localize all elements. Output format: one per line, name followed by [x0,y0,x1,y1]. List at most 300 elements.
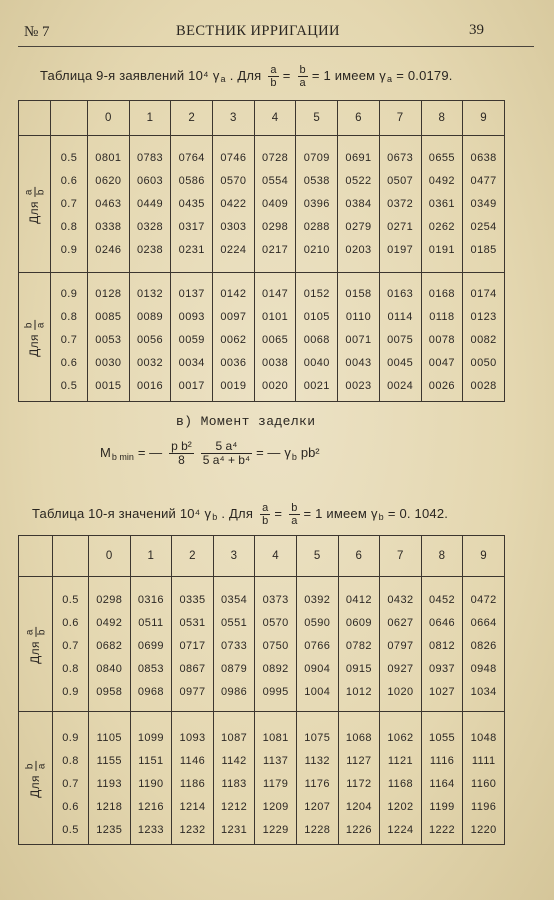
section-label-fraction [23,320,46,330]
table-section [19,577,505,712]
value-cell: 0050 [463,352,505,375]
caption-value: = 0.0179. [396,67,453,83]
spacer-cell [296,712,338,727]
spacer-row [19,842,505,845]
value-cell: 0948 [463,658,505,681]
value-cell: 1190 [130,773,172,796]
value-cell: 1155 [89,750,131,773]
spacer-cell [380,842,422,845]
spacer-cell [421,842,463,845]
value-cell: 0078 [421,329,463,352]
spacer-cell [213,577,255,589]
value-cell: 0028 [463,375,505,398]
spacer-cell [296,577,338,589]
value-cell: 0492 [89,612,131,635]
value-cell: 0915 [338,658,380,681]
gamma-letter: γ [204,505,212,521]
spacer-cell [171,136,213,147]
caption-value: = 0. 1042. [387,505,449,521]
section-label-fraction [24,627,47,637]
column-header: 7 [380,536,422,577]
value-cell: 0373 [255,589,297,612]
value-cell: 0053 [88,329,130,352]
value-cell: 0015 [88,375,130,398]
spacer-cell [129,273,171,283]
row-key: 0.6 [51,352,88,375]
spacer-cell [130,842,172,845]
corner-cell [53,536,89,577]
value-cell: 0123 [463,306,505,329]
value-cell: 0040 [296,352,338,375]
spacer-cell [172,842,214,845]
fraction-numerator: b [291,502,298,514]
table-row [19,329,505,352]
value-cell: 1235 [89,819,131,842]
spacer-row [19,262,505,273]
value-cell: 0570 [213,170,255,193]
spacer-cell [338,704,380,712]
section-title: в) Момент заделки [176,414,316,429]
value-cell: 1151 [130,750,172,773]
spacer-cell [254,262,296,273]
formula-operator: = — [137,444,163,460]
value-cell: 0020 [254,375,296,398]
spacer-cell [338,273,380,283]
spacer-cell [379,136,421,147]
value-cell: 0030 [88,352,130,375]
spacer-cell [296,704,338,712]
table-section [19,273,505,402]
column-header: 5 [296,101,338,136]
spacer-cell [421,262,463,273]
spacer-cell [463,262,505,273]
row-key: 0.5 [51,375,88,398]
caption-text: . Для [229,67,262,83]
table-row [19,658,505,681]
value-cell: 0409 [254,193,296,216]
table-10-caption [32,502,452,527]
spacer-cell [171,262,213,273]
value-cell: 0766 [296,635,338,658]
value-cell: 0733 [213,635,255,658]
column-header-group [19,536,505,577]
value-cell: 1226 [338,819,380,842]
value-cell: 0071 [338,329,380,352]
value-cell: 0507 [379,170,421,193]
value-cell: 0298 [254,216,296,239]
value-cell: 0168 [421,283,463,306]
value-cell: 0551 [213,612,255,635]
section-label [19,273,51,402]
spacer-row [19,136,505,147]
spacer-cell [463,704,505,712]
value-cell: 0254 [463,216,505,239]
spacer-cell [51,398,88,402]
spacer-cell [338,712,380,727]
caption-text: = 1 имеем [311,67,376,83]
column-header: 6 [338,536,380,577]
spacer-cell [130,577,172,589]
value-cell: 0372 [379,193,421,216]
value-cell: 1081 [255,727,297,750]
table-10 [18,535,505,845]
fraction-numerator: a [23,189,34,196]
value-cell: 0017 [171,375,213,398]
table-row [19,147,505,170]
value-cell: 0396 [296,193,338,216]
spacer-cell [338,577,380,589]
fraction-denominator: b [36,629,47,636]
fraction-denominator: b [262,515,269,527]
spacer-cell [213,262,255,273]
value-cell: 0892 [255,658,297,681]
column-header: 2 [171,101,213,136]
value-cell: 0338 [88,216,130,239]
spacer-row [19,577,505,589]
section-label-fraction [24,761,47,771]
value-cell: 0231 [171,239,213,262]
value-cell: 1202 [380,796,422,819]
spacer-cell [53,842,89,845]
value-cell: 0463 [88,193,130,216]
fraction-denominator: a [35,322,46,329]
ratio-fraction [298,64,308,89]
corner-cell [19,101,51,136]
vertical-label [24,624,47,664]
spacer-cell [130,712,172,727]
value-cell: 0422 [213,193,255,216]
spacer-cell [255,842,297,845]
value-cell: 1105 [89,727,131,750]
fraction-denominator: b [35,189,46,196]
value-cell: 0797 [380,635,422,658]
value-cell: 1048 [463,727,505,750]
row-key: 0.9 [51,239,88,262]
spacer-cell [53,704,89,712]
ratio-fraction [260,502,270,527]
value-cell: 0586 [171,170,213,193]
value-cell: 0477 [463,170,505,193]
value-cell: 0995 [255,681,297,704]
value-cell: 0021 [296,375,338,398]
spacer-cell [213,704,255,712]
table-section [19,136,505,273]
fraction-numerator: a [24,629,35,636]
header-rule [18,46,534,47]
value-cell: 0024 [379,375,421,398]
value-cell: 0137 [171,283,213,306]
value-cell: 0673 [379,147,421,170]
value-cell: 0764 [171,147,213,170]
column-header: 4 [254,101,296,136]
value-cell: 0023 [338,375,380,398]
value-cell: 1137 [255,750,297,773]
value-cell: 0059 [171,329,213,352]
spacer-cell [254,398,296,402]
value-cell: 1196 [463,796,505,819]
fraction-numerator: b [299,64,306,76]
column-header: 9 [463,101,505,136]
spacer-cell [51,262,88,273]
value-cell: 0655 [421,147,463,170]
value-cell: 0867 [172,658,214,681]
value-cell: 1233 [130,819,172,842]
value-cell: 0646 [421,612,463,635]
value-cell: 0728 [254,147,296,170]
value-cell: 0101 [254,306,296,329]
value-cell: 0062 [213,329,255,352]
spacer-cell [296,136,338,147]
row-key: 0.5 [53,819,89,842]
value-cell: 0105 [296,306,338,329]
value-cell: 0449 [129,193,171,216]
value-cell: 0246 [88,239,130,262]
value-cell: 1193 [89,773,131,796]
value-cell: 0217 [254,239,296,262]
spacer-cell [421,704,463,712]
value-cell: 0746 [213,147,255,170]
formula-fraction [169,440,194,467]
column-header: 8 [421,101,463,136]
value-cell: 0783 [129,147,171,170]
value-cell: 1218 [89,796,131,819]
value-cell: 1209 [255,796,297,819]
moment-formula [100,440,324,467]
vertical-label [23,317,46,357]
table-row [19,750,505,773]
value-cell: 0158 [338,283,380,306]
value-cell: 1087 [213,727,255,750]
journal-title: ВЕСТНИК ИРРИГАЦИИ [176,23,340,39]
value-cell: 0904 [296,658,338,681]
value-cell: 0968 [130,681,172,704]
value-cell: 0114 [379,306,421,329]
section-label-fraction [23,187,46,197]
value-cell: 0118 [421,306,463,329]
row-key: 0.6 [53,796,89,819]
value-cell: 0128 [88,283,130,306]
value-cell: 0709 [296,147,338,170]
table-row [19,681,505,704]
row-key: 0.7 [51,329,88,352]
spacer-cell [463,136,505,147]
value-cell: 1204 [338,796,380,819]
value-cell: 0224 [213,239,255,262]
value-cell: 1020 [380,681,422,704]
value-cell: 0879 [213,658,255,681]
spacer-cell [463,398,505,402]
row-key: 0.6 [51,170,88,193]
section-label [19,136,51,273]
gamma-symbol [213,68,226,83]
value-cell: 0019 [213,375,255,398]
gamma-subscript: a [387,73,393,84]
gamma-letter: γ [212,67,220,83]
value-cell: 1146 [172,750,214,773]
value-cell: 1232 [172,819,214,842]
table-row [19,216,505,239]
fraction-denominator: 8 [178,453,185,467]
value-cell: 0570 [255,612,297,635]
section-label-text: Для [27,641,42,664]
page-number: 39 [469,22,484,38]
value-cell: 0927 [380,658,422,681]
corner-cell [51,101,88,136]
spacer-cell [171,398,213,402]
value-cell: 0085 [88,306,130,329]
gamma-subscript: b [291,451,297,462]
column-header: 3 [213,101,255,136]
column-header: 6 [338,101,380,136]
spacer-cell [296,842,338,845]
row-key: 0.9 [51,283,88,306]
row-key: 0.8 [51,306,88,329]
value-cell: 1222 [421,819,463,842]
spacer-cell [172,704,214,712]
value-cell: 0620 [88,170,130,193]
value-cell: 0082 [463,329,505,352]
value-cell: 0097 [213,306,255,329]
value-cell: 1212 [213,796,255,819]
table-row [19,727,505,750]
spacer-cell [254,136,296,147]
spacer-cell [379,262,421,273]
spacer-cell [255,577,297,589]
section-label-text: Для [27,775,42,798]
value-cell: 0361 [421,193,463,216]
table-row [19,635,505,658]
column-header: 5 [296,536,338,577]
caption-text: Таблица 9-я заявлений 10⁴ [40,67,209,83]
value-cell: 1214 [172,796,214,819]
column-header: 3 [213,536,255,577]
spacer-cell [89,704,131,712]
table-row [19,193,505,216]
section-label-text: Для [26,201,41,224]
spacer-row [19,398,505,402]
column-header: 2 [172,536,214,577]
value-cell: 0132 [129,283,171,306]
fraction-denominator: a [299,77,306,89]
moment-subscript: b min [111,451,134,462]
value-cell: 0110 [338,306,380,329]
value-cell: 1168 [380,773,422,796]
value-cell: 0603 [129,170,171,193]
fraction-denominator: 5 a⁴ + b⁴ [202,453,251,467]
value-cell: 0412 [338,589,380,612]
value-cell: 1034 [463,681,505,704]
moment-letter: M [100,444,111,460]
value-cell: 0627 [380,612,422,635]
value-cell: 0174 [463,283,505,306]
value-cell: 1183 [213,773,255,796]
value-cell: 0691 [338,147,380,170]
value-cell: 0152 [296,283,338,306]
value-cell: 1116 [421,750,463,773]
value-cell: 0238 [129,239,171,262]
spacer-cell [380,704,422,712]
caption-text: . Для [221,505,254,521]
value-cell: 0349 [463,193,505,216]
value-cell: 1220 [463,819,505,842]
fraction-numerator: a [262,502,269,514]
value-cell: 0664 [463,612,505,635]
spacer-cell [51,273,88,283]
spacer-cell [129,398,171,402]
column-header: 0 [88,101,130,136]
value-cell: 0335 [172,589,214,612]
spacer-cell [463,842,505,845]
value-cell: 0452 [421,589,463,612]
value-cell: 1093 [172,727,214,750]
value-cell: 0354 [213,589,255,612]
row-key: 0.9 [53,727,89,750]
value-cell: 0288 [296,216,338,239]
spacer-cell [172,577,214,589]
spacer-row [19,273,505,283]
value-cell: 0043 [338,352,380,375]
caption-text: Таблица 10-я значений 10⁴ [32,505,201,521]
row-key: 0.6 [53,612,89,635]
value-cell: 1216 [130,796,172,819]
value-cell: 0210 [296,239,338,262]
value-cell: 0840 [89,658,131,681]
value-cell: 0056 [129,329,171,352]
column-header-row [19,101,505,136]
column-header: 1 [129,101,171,136]
value-cell: 0197 [379,239,421,262]
column-header: 7 [379,101,421,136]
row-key: 0.9 [53,681,89,704]
spacer-cell [213,398,255,402]
value-cell: 1164 [421,773,463,796]
gamma-letter: γ [370,505,378,521]
value-cell: 0068 [296,329,338,352]
value-cell: 0328 [129,216,171,239]
value-cell: 1099 [130,727,172,750]
fraction-numerator: a [270,64,277,76]
value-cell: 1199 [421,796,463,819]
fraction-numerator: b [24,763,35,770]
table-row [19,239,505,262]
table-section [19,712,505,845]
gamma-letter: γ [379,67,386,83]
issue-number: № 7 [24,24,50,40]
value-cell: 0682 [89,635,131,658]
formula-tail: pb² [300,444,320,460]
gamma-subscript: b [378,511,384,522]
spacer-cell [463,577,505,589]
spacer-cell [213,712,255,727]
spacer-cell [421,712,463,727]
value-cell: 1062 [380,727,422,750]
value-cell: 0034 [171,352,213,375]
spacer-cell [129,136,171,147]
value-cell: 0717 [172,635,214,658]
column-header: 8 [421,536,463,577]
spacer-cell [380,577,422,589]
column-header: 1 [130,536,172,577]
spacer-cell [338,262,380,273]
spacer-cell [51,136,88,147]
section-label [19,577,53,712]
spacer-cell [421,577,463,589]
spacer-cell [463,273,505,283]
row-key: 0.5 [53,589,89,612]
fraction-numerator: p b² [171,439,192,453]
value-cell: 0522 [338,170,380,193]
value-cell: 0750 [255,635,297,658]
